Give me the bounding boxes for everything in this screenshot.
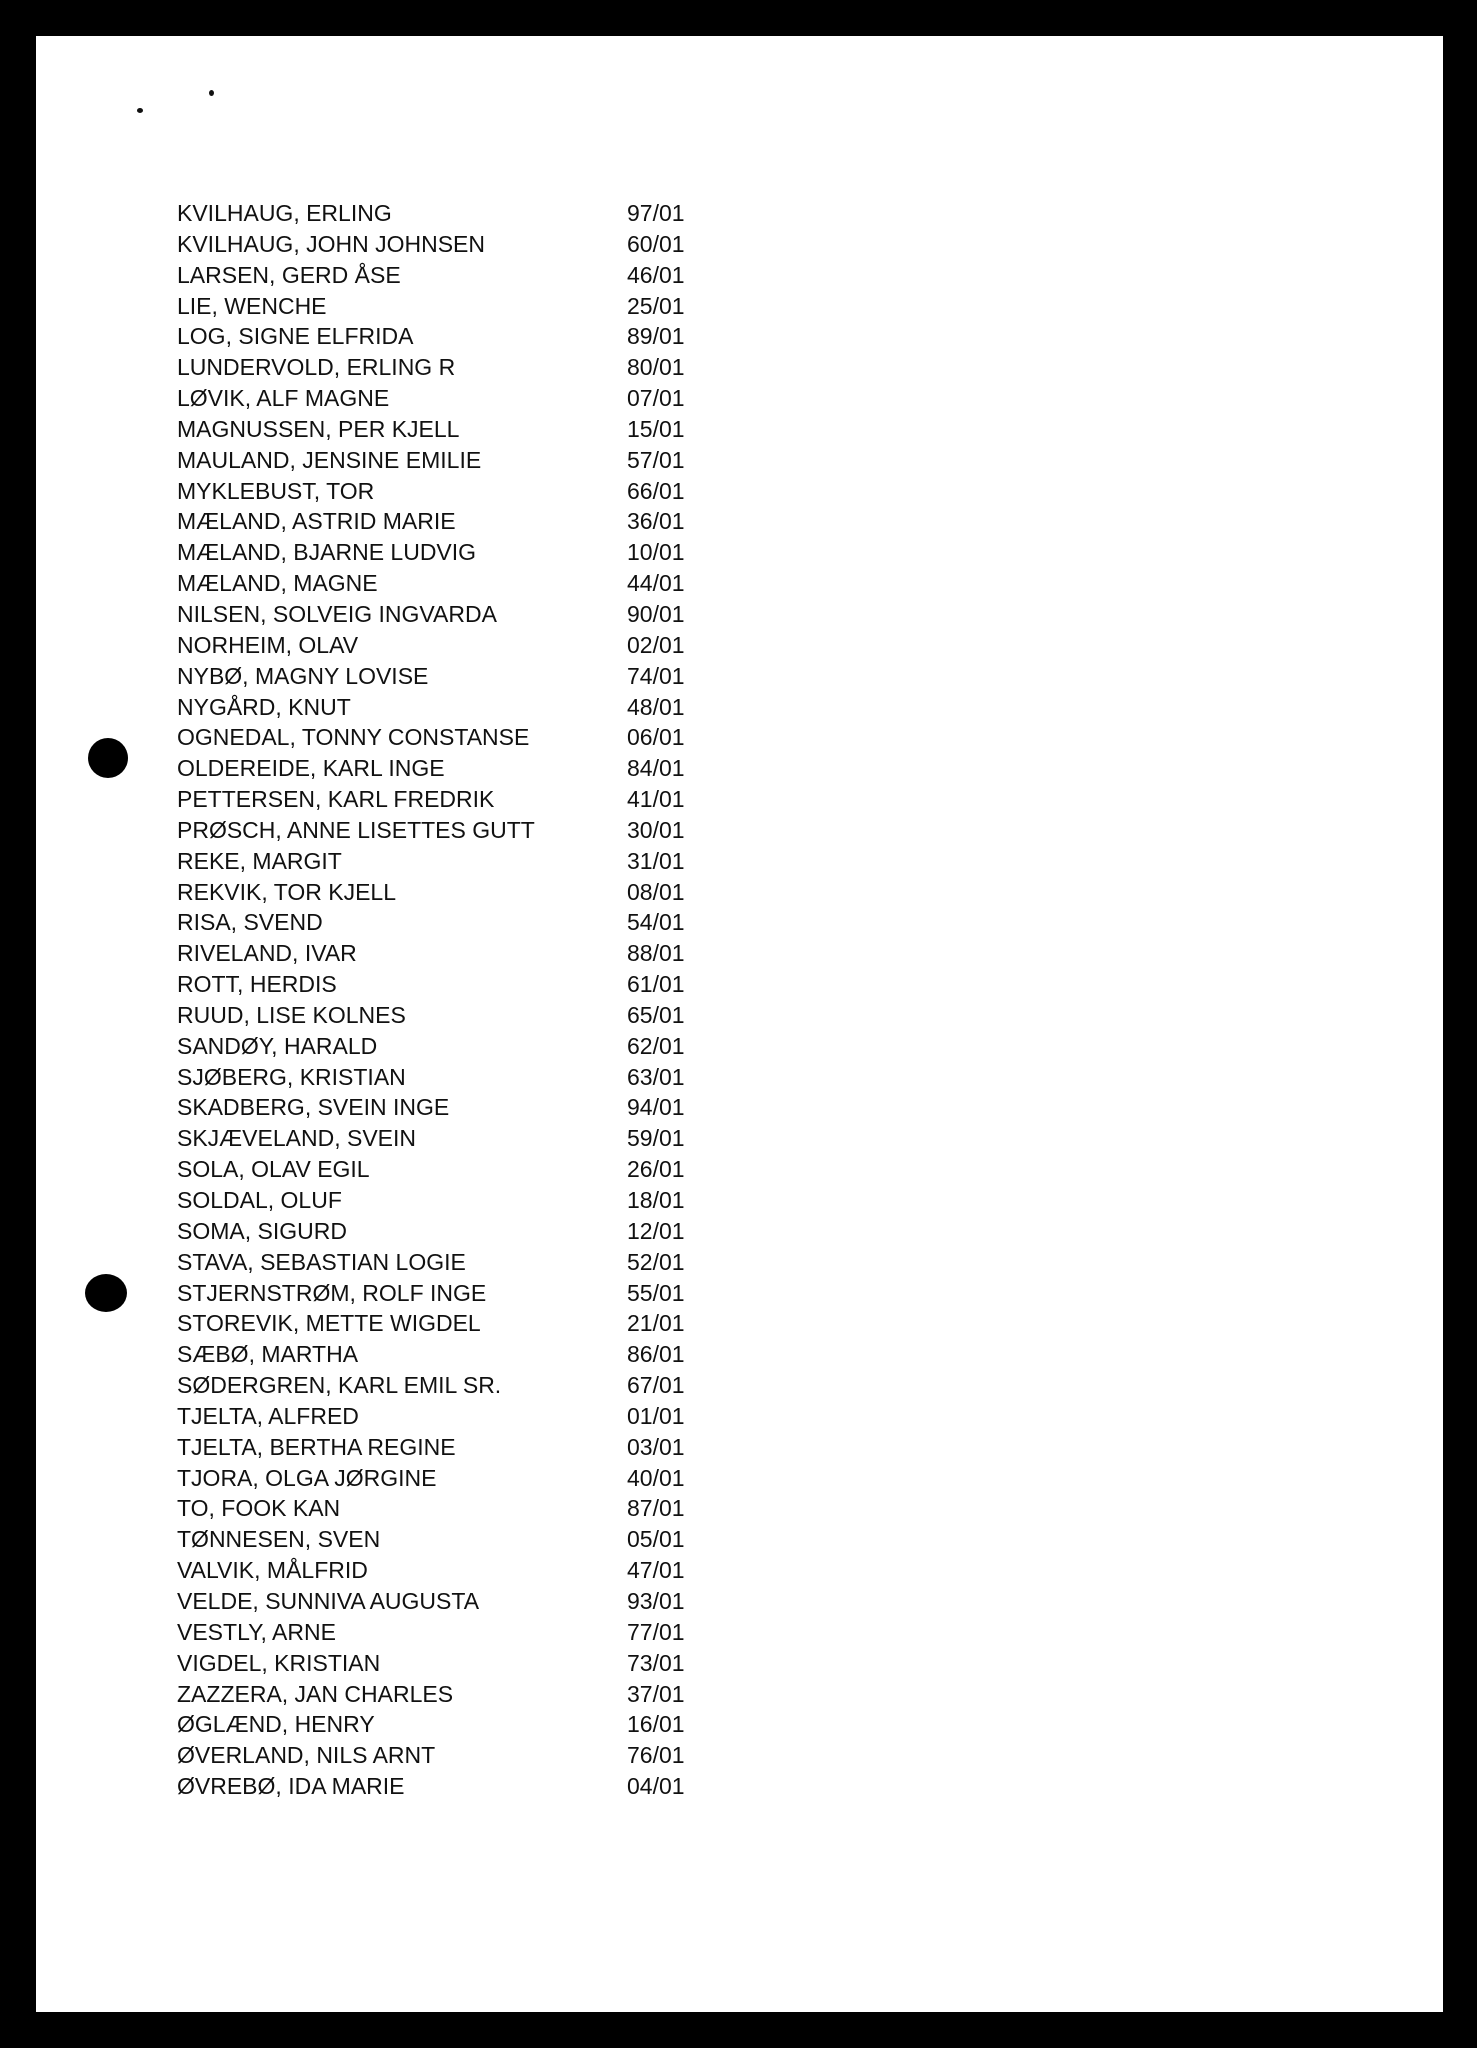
entry-name: MAULAND, JENSINE EMILIE [177, 446, 482, 473]
entry-code: 76/01 [627, 1742, 685, 1769]
register-entry [177, 938, 737, 969]
register-entry [177, 1463, 737, 1494]
register-entry [177, 1247, 737, 1278]
entry-name: VESTLY, ARNE [177, 1618, 336, 1645]
entry-code: 06/01 [627, 724, 685, 751]
entry-code: 18/01 [627, 1187, 685, 1213]
entry-code: 94/01 [627, 1094, 685, 1121]
entry-code: 93/01 [627, 1587, 685, 1614]
entry-code: 67/01 [627, 1372, 685, 1399]
register-entry [177, 506, 737, 537]
entry-name: SOLDAL, OLUF [177, 1187, 342, 1213]
scan-speck [209, 90, 214, 96]
entry-name: NILSEN, SOLVEIG INGVARDA [177, 600, 497, 627]
entry-name: MAGNUSSEN, PER KJELL [177, 415, 460, 442]
entry-name: NORHEIM, OLAV [177, 631, 359, 658]
register-entry [177, 476, 737, 507]
register-entry [177, 1648, 737, 1679]
entry-name: TO, FOOK KAN [177, 1495, 341, 1522]
register-entry [177, 1000, 737, 1031]
register-entry [177, 1709, 737, 1740]
register-entry [177, 1216, 737, 1247]
entry-name: LIE, WENCHE [177, 292, 327, 319]
entry-code: 80/01 [627, 354, 685, 381]
entry-name: OLDEREIDE, KARL INGE [177, 755, 445, 782]
entry-code: 54/01 [627, 909, 685, 936]
entry-name: LARSEN, GERD ÅSE [177, 261, 401, 288]
entry-name: ZAZZERA, JAN CHARLES [177, 1680, 454, 1707]
entry-code: 84/01 [627, 755, 685, 782]
entry-name: RIVELAND, IVAR [177, 940, 357, 967]
entry-code: 52/01 [627, 1248, 685, 1275]
entry-name: SJØBERG, KRISTIAN [177, 1063, 406, 1090]
entry-name: SØDERGREN, KARL EMIL SR. [177, 1372, 502, 1399]
register-entry [177, 198, 737, 229]
entry-name: LOG, SIGNE ELFRIDA [177, 323, 414, 350]
entry-code: 07/01 [627, 385, 685, 412]
entry-name: STJERNSTRØM, ROLF INGE [177, 1279, 487, 1306]
entry-name: SÆBØ, MARTHA [177, 1341, 359, 1368]
register-entry [177, 1278, 737, 1309]
entry-name: RISA, SVEND [177, 909, 323, 936]
entry-name: LUNDERVOLD, ERLING R [177, 354, 456, 381]
register-entry [177, 1339, 737, 1370]
entry-name: SKADBERG, SVEIN INGE [177, 1094, 450, 1121]
entry-name: MYKLEBUST, TOR [177, 477, 375, 504]
name-register-list [177, 198, 737, 1802]
register-entry [177, 537, 737, 568]
entry-code: 77/01 [627, 1618, 685, 1645]
entry-code: 12/01 [627, 1217, 685, 1244]
register-entry [177, 1092, 737, 1123]
entry-code: 16/01 [627, 1711, 685, 1738]
register-entry [177, 753, 737, 784]
entry-name: NYBØ, MAGNY LOVISE [177, 662, 429, 689]
punch-hole-upper [88, 738, 128, 778]
entry-name: MÆLAND, BJARNE LUDVIG [177, 539, 477, 566]
register-entry [177, 291, 737, 322]
entry-code: 89/01 [627, 323, 685, 350]
entry-code: 73/01 [627, 1649, 685, 1676]
entry-code: 65/01 [627, 1001, 685, 1028]
entry-name: RUUD, LISE KOLNES [177, 1001, 406, 1028]
entry-code: 15/01 [627, 415, 685, 442]
register-entry [177, 229, 737, 260]
entry-code: 60/01 [627, 230, 685, 257]
register-entry [177, 722, 737, 753]
register-entry [177, 846, 737, 877]
entry-name: ØVERLAND, NILS ARNT [177, 1742, 436, 1769]
entry-code: 30/01 [627, 816, 685, 843]
entry-name: PRØSCH, ANNE LISETTES GUTT [177, 816, 535, 843]
entry-name: TJELTA, ALFRED [177, 1402, 359, 1429]
entry-code: 41/01 [627, 786, 685, 813]
entry-code: 03/01 [627, 1433, 685, 1460]
register-entry [177, 815, 737, 846]
register-entry [177, 1123, 737, 1154]
register-entry [177, 969, 737, 1000]
entry-code: 55/01 [627, 1279, 685, 1306]
register-entry [177, 383, 737, 414]
entry-name: OGNEDAL, TONNY CONSTANSE [177, 724, 530, 751]
punch-hole-lower [85, 1274, 127, 1312]
register-entry [177, 1432, 737, 1463]
entry-code: 01/01 [627, 1402, 685, 1429]
entry-code: 04/01 [627, 1773, 685, 1800]
register-entry [177, 321, 737, 352]
entry-name: ØVREBØ, IDA MARIE [177, 1773, 405, 1800]
register-entry [177, 1771, 737, 1802]
entry-name: PETTERSEN, KARL FREDRIK [177, 786, 495, 813]
entry-code: 74/01 [627, 662, 685, 689]
entry-name: TØNNESEN, SVEN [177, 1526, 381, 1553]
entry-code: 44/01 [627, 570, 685, 597]
register-entry [177, 1524, 737, 1555]
entry-code: 08/01 [627, 878, 685, 905]
register-entry [177, 661, 737, 692]
register-entry [177, 352, 737, 383]
scan-speck [137, 108, 143, 113]
entry-code: 48/01 [627, 693, 685, 720]
register-entry [177, 630, 737, 661]
entry-code: 66/01 [627, 477, 685, 504]
entry-name: TJELTA, BERTHA REGINE [177, 1433, 456, 1460]
entry-name: MÆLAND, ASTRID MARIE [177, 508, 456, 535]
entry-code: 21/01 [627, 1310, 685, 1337]
register-entry [177, 1401, 737, 1432]
entry-name: ROTT, HERDIS [177, 971, 337, 998]
entry-name: VALVIK, MÅLFRID [177, 1557, 368, 1584]
register-entry [177, 568, 737, 599]
register-entry [177, 1308, 737, 1339]
register-entry [177, 784, 737, 815]
entry-name: SOMA, SIGURD [177, 1217, 347, 1244]
entry-name: ØGLÆND, HENRY [177, 1711, 375, 1738]
entry-name: SANDØY, HARALD [177, 1032, 378, 1059]
register-entry [177, 692, 737, 723]
entry-code: 47/01 [627, 1557, 685, 1584]
entry-code: 40/01 [627, 1464, 685, 1491]
entry-code: 05/01 [627, 1526, 685, 1553]
entry-name: TJORA, OLGA JØRGINE [177, 1464, 437, 1491]
register-entry [177, 1617, 737, 1648]
entry-name: SKJÆVELAND, SVEIN [177, 1125, 417, 1152]
register-entry [177, 1185, 737, 1216]
entry-code: 63/01 [627, 1063, 685, 1090]
entry-code: 88/01 [627, 940, 685, 967]
entry-code: 25/01 [627, 292, 685, 319]
entry-code: 86/01 [627, 1341, 685, 1368]
entry-code: 62/01 [627, 1032, 685, 1059]
register-entry [177, 1740, 737, 1771]
register-entry [177, 1062, 737, 1093]
entry-name: REKVIK, TOR KJELL [177, 878, 397, 905]
register-entry [177, 1679, 737, 1710]
entry-code: 57/01 [627, 446, 685, 473]
entry-name: VELDE, SUNNIVA AUGUSTA [177, 1587, 480, 1614]
entry-name: STAVA, SEBASTIAN LOGIE [177, 1248, 466, 1275]
register-entry [177, 1493, 737, 1524]
entry-code: 31/01 [627, 847, 685, 874]
entry-name: STOREVIK, METTE WIGDEL [177, 1310, 481, 1337]
entry-code: 02/01 [627, 631, 685, 658]
register-entry [177, 414, 737, 445]
entry-code: 61/01 [627, 971, 685, 998]
entry-name: REKE, MARGIT [177, 847, 342, 874]
entry-code: 59/01 [627, 1125, 685, 1152]
document-page [36, 36, 1443, 2012]
entry-code: 26/01 [627, 1156, 685, 1183]
register-entry [177, 1370, 737, 1401]
entry-name: LØVIK, ALF MAGNE [177, 385, 390, 412]
entry-name: KVILHAUG, JOHN JOHNSEN [177, 230, 485, 257]
entry-name: NYGÅRD, KNUT [177, 693, 351, 720]
entry-code: 10/01 [627, 539, 685, 566]
entry-code: 97/01 [627, 200, 685, 226]
register-entry [177, 907, 737, 938]
register-entry [177, 1154, 737, 1185]
entry-code: 87/01 [627, 1495, 685, 1522]
entry-code: 90/01 [627, 600, 685, 627]
entry-code: 37/01 [627, 1680, 685, 1707]
entry-name: KVILHAUG, ERLING [177, 200, 392, 226]
entry-name: SOLA, OLAV EGIL [177, 1156, 370, 1183]
register-entry [177, 1586, 737, 1617]
register-entry [177, 445, 737, 476]
entry-name: VIGDEL, KRISTIAN [177, 1649, 381, 1676]
register-entry [177, 599, 737, 630]
register-entry [177, 1031, 737, 1062]
entry-code: 46/01 [627, 261, 685, 288]
register-entry [177, 1555, 737, 1586]
entry-code: 36/01 [627, 508, 685, 535]
register-entry [177, 260, 737, 291]
entry-name: MÆLAND, MAGNE [177, 570, 378, 597]
register-entry [177, 877, 737, 908]
